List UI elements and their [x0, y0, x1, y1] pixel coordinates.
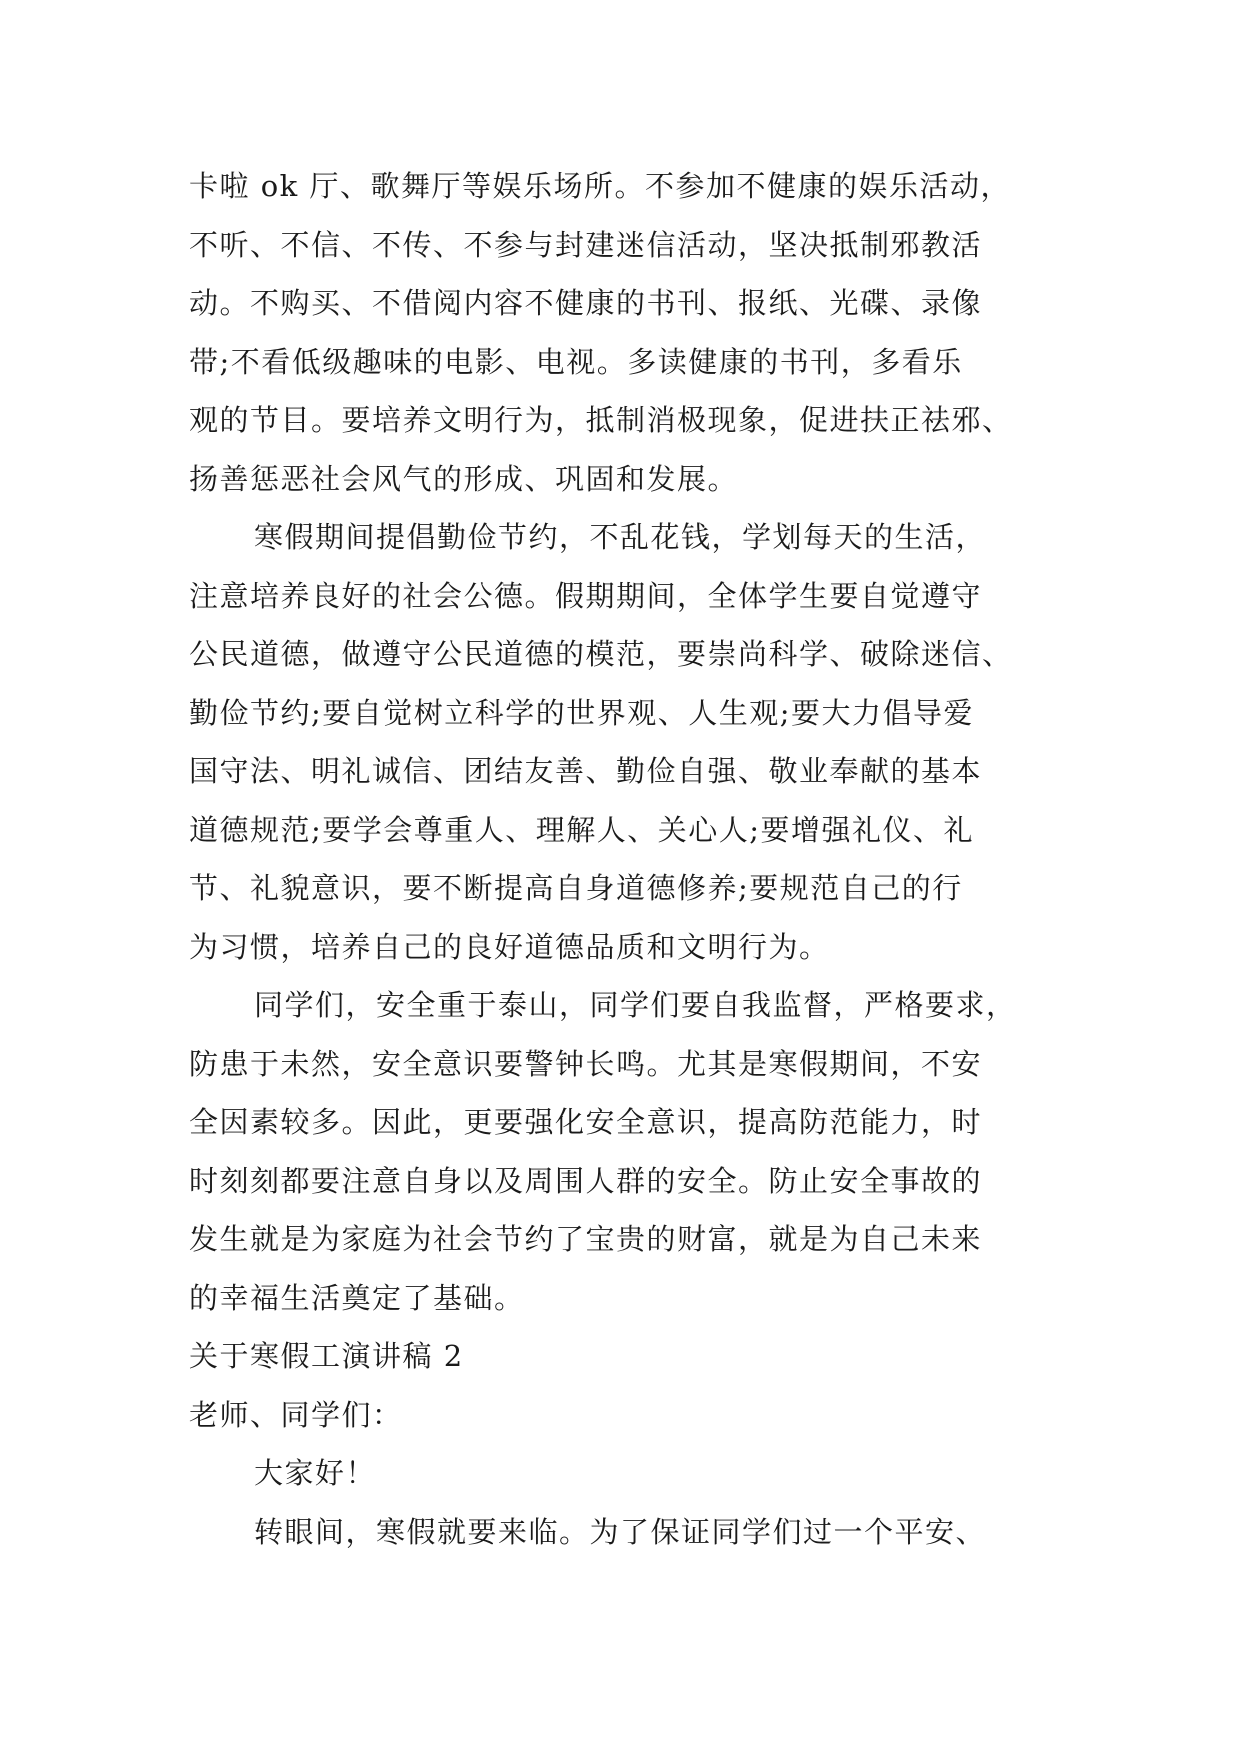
text-line: 的幸福生活奠定了基础。	[189, 1280, 525, 1315]
text-line: 卡啦 ok 厅、歌舞厅等娱乐场所。不参加不健康的娱乐活动，	[189, 169, 1011, 203]
section-heading: 关于寒假工演讲稿 2	[189, 1339, 464, 1373]
text-line: 为习惯，培养自己的良好道德品质和文明行为。	[189, 929, 830, 964]
text-line: 扬善惩恶社会风气的形成、巩固和发展。	[189, 461, 739, 496]
paragraph-first-line: 同学们，安全重于泰山，同学们要自我监督，严格要求，	[254, 988, 1017, 1022]
text-line: 发生就是为家庭为社会节约了宝贵的财富，就是为自己未来	[189, 1222, 983, 1256]
text-line: 防患于未然，安全意识要警钟长鸣。尤其是寒假期间，不安	[189, 1046, 983, 1081]
text-line: 时刻刻都要注意自身以及周围人群的安全。防止安全事故的	[189, 1163, 983, 1198]
text-line: 勤俭节约;要自觉树立科学的世界观、人生观;要大力倡导爱	[189, 695, 975, 730]
text-line: 国守法、明礼诚信、团结友善、勤俭自强、敬业奉献的基本	[189, 754, 983, 788]
document-body	[189, 157, 1059, 1561]
text-line: 动。不购买、不借阅内容不健康的书刊、报纸、光碟、录像	[189, 286, 983, 320]
text-line: 公民道德，做遵守公民道德的模范，要崇尚科学、破除迷信、	[189, 637, 1013, 671]
text-line: 节、礼貌意识，要不断提高自身道德修养;要规范自己的行	[189, 871, 963, 905]
text-line: 观的节目。要培养文明行为，抵制消极现象，促进扶正祛邪、	[189, 403, 1013, 437]
salutation: 老师、同学们：	[189, 1397, 403, 1432]
paragraph-first-line: 寒假期间提倡勤俭节约，不乱花钱，学划每天的生活，	[254, 520, 987, 554]
text-line: 道德规范;要学会尊重人、理解人、关心人;要增强礼仪、礼	[189, 812, 975, 847]
greeting: 大家好！	[254, 1456, 377, 1490]
paragraph-first-line: 转眼间，寒假就要来临。为了保证同学们过一个平安、	[254, 1514, 987, 1549]
text-line: 不听、不信、不传、不参与封建迷信活动，坚决抵制邪教活	[189, 227, 983, 262]
text-line: 带;不看低级趣味的电影、电视。多读健康的书刊，多看乐	[189, 344, 963, 379]
text-line: 注意培养良好的社会公德。假期期间，全体学生要自觉遵守	[189, 578, 983, 613]
text-line: 全因素较多。因此，更要强化安全意识，提高防范能力，时	[189, 1105, 983, 1139]
